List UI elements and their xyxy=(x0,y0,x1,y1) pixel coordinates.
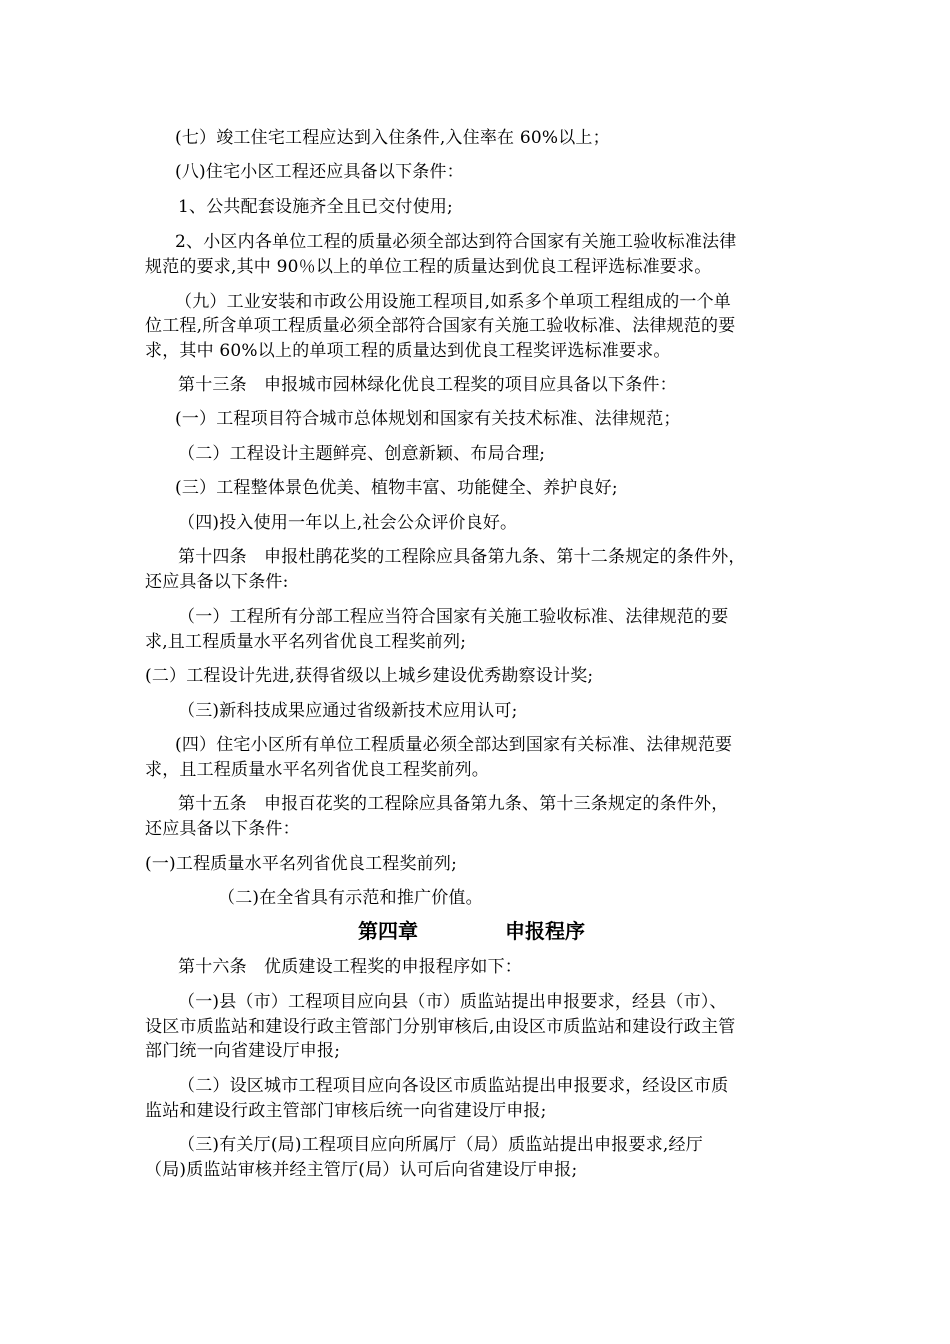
text-line: （局)质监站审核并经主管厅(局）认可后向省建设厅申报; xyxy=(145,1160,578,1180)
chapter-title: 申报程序 xyxy=(505,919,585,943)
text-line: 求，其中 60%以上的单项工程的质量达到优良工程奖评选标准要求。 xyxy=(145,341,671,361)
text-line: 第十五条 申报百花奖的工程除应具备第九条、第十三条规定的条件外， xyxy=(178,794,729,814)
text-line: (七）竣工住宅工程应达到入住条件,入住率在 60%以上； xyxy=(175,128,610,148)
chapter-number: 第四章 xyxy=(358,919,418,943)
text-line: （二）设区城市工程项目应向各设区市质监站提出申报要求，经设区市质 xyxy=(178,1076,729,1096)
text-line: （一)县（市）工程项目应向县（市）质监站提出申报要求，经县（市）、 xyxy=(178,992,727,1012)
text-line: 求,且工程质量水平名列省优良工程奖前列; xyxy=(145,632,467,652)
text-line: 还应具备以下条件: xyxy=(145,572,289,592)
text-line: （四)投入使用一年以上,社会公众评价良好。 xyxy=(178,513,518,533)
text-line: 规范的要求,其中 90％以上的单位工程的质量达到优良工程评选标准要求。 xyxy=(145,257,712,277)
text-line: 第十四条 申报杜鹃花奖的工程除应具备第九条、第十二条规定的条件外， xyxy=(178,547,746,567)
text-line: (一）工程项目符合城市总体规划和国家有关技术标准、法律规范； xyxy=(175,409,681,429)
text-line: （二）工程设计主题鲜亮、创意新颖、布局合理; xyxy=(178,444,546,464)
text-line: 还应具备以下条件： xyxy=(145,819,300,839)
text-line: （九）工业安装和市政公用设施工程项目,如系多个单项工程组成的一个单 xyxy=(175,292,732,312)
text-line: (一)工程质量水平名列省优良工程奖前列; xyxy=(145,854,457,874)
text-line: (四）住宅小区所有单位工程质量必须全部达到国家有关标准、法律规范要 xyxy=(175,735,733,755)
text-line: (三）工程整体景色优美、植物丰富、功能健全、养护良好; xyxy=(175,478,618,498)
text-line: 位工程,所含单项工程质量必须全部符合国家有关施工验收标准、法律规范的要 xyxy=(145,316,736,336)
text-line: (二）工程设计先进,获得省级以上城乡建设优秀勘察设计奖; xyxy=(145,666,594,686)
text-line: 1、公共配套设施齐全且已交付使用; xyxy=(178,197,453,217)
text-line: 2、小区内各单位工程的质量必须全部达到符合国家有关施工验收标准法律 xyxy=(175,232,737,252)
text-line: 设区市质监站和建设行政主管部门分别审核后,由设区市质监站和建设行政主管 xyxy=(145,1017,736,1037)
text-line: （三)有关厅(局)工程项目应向所属厅（局）质监站提出申报要求,经厅 xyxy=(178,1135,703,1155)
text-line: （三)新科技成果应通过省级新技术应用认可; xyxy=(178,701,518,721)
text-line: 部门统一向省建设厅申报; xyxy=(145,1041,341,1061)
text-line: 第十六条 优质建设工程奖的申报程序如下： xyxy=(178,957,522,977)
text-line: 求，且工程质量水平名列省优良工程奖前列。 xyxy=(145,760,489,780)
text-line: 第十三条 申报城市园林绿化优良工程奖的项目应具备以下条件： xyxy=(178,375,677,395)
text-line: （二)在全省具有示范和推广价值。 xyxy=(218,888,483,908)
text-line: （一）工程所有分部工程应当符合国家有关施工验收标准、法律规范的要 xyxy=(178,607,729,627)
text-line: 监站和建设行政主管部门审核后统一向省建设厅申报; xyxy=(145,1101,547,1121)
text-line: (八)住宅小区工程还应具备以下条件： xyxy=(175,162,464,182)
